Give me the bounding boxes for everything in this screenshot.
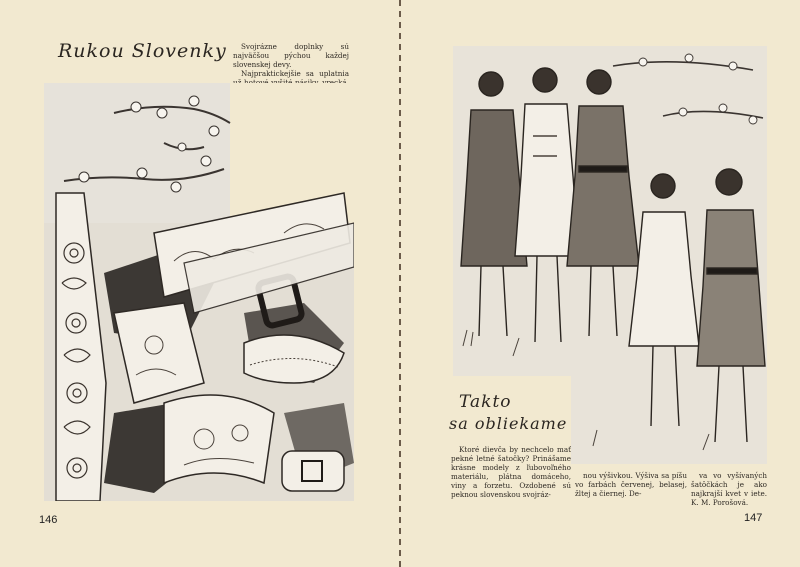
right-text-column-1 bbox=[451, 446, 571, 499]
right-paragraph-1: Ktoré dievča by nechcelo mať pekné letné šatočky? Prinášame krásne modely z ľubovoľného materiálu, plátna domáceho, viny a forzetu. Ozdobené sú peknou slovenskou svojráz- bbox=[451, 445, 571, 499]
right-paragraph-3: va vo vyšívaných šatôčkách je ako najkrajší kvet v iete. K. M. Porošová. bbox=[691, 471, 767, 507]
left-paragraph-2: Najpraktickejšie sa uplatnia bbox=[241, 68, 349, 78]
left-page-number: 146 bbox=[39, 514, 58, 526]
embroidery-drawing bbox=[44, 83, 354, 501]
embroidery-accessories-illustration bbox=[44, 83, 354, 501]
right-page-number: 147 bbox=[744, 512, 763, 524]
right-paragraph-2: nou výšivkou. Výšiva sa píšu vo farbách červenej, belasej, žltej a čiernej. De- bbox=[575, 471, 687, 498]
right-text-column-2 bbox=[575, 472, 687, 499]
right-title-line1: Takto bbox=[459, 392, 512, 412]
right-text-column-3 bbox=[691, 472, 767, 508]
left-title: Rukou Slovenky bbox=[58, 40, 227, 62]
right-page bbox=[401, 0, 800, 567]
right-title-line2: sa obliekame bbox=[449, 414, 568, 433]
left-paragraph-1: Svojrázne doplnky sú najväčšou pýchou každej slovenskej devy. bbox=[233, 42, 349, 69]
